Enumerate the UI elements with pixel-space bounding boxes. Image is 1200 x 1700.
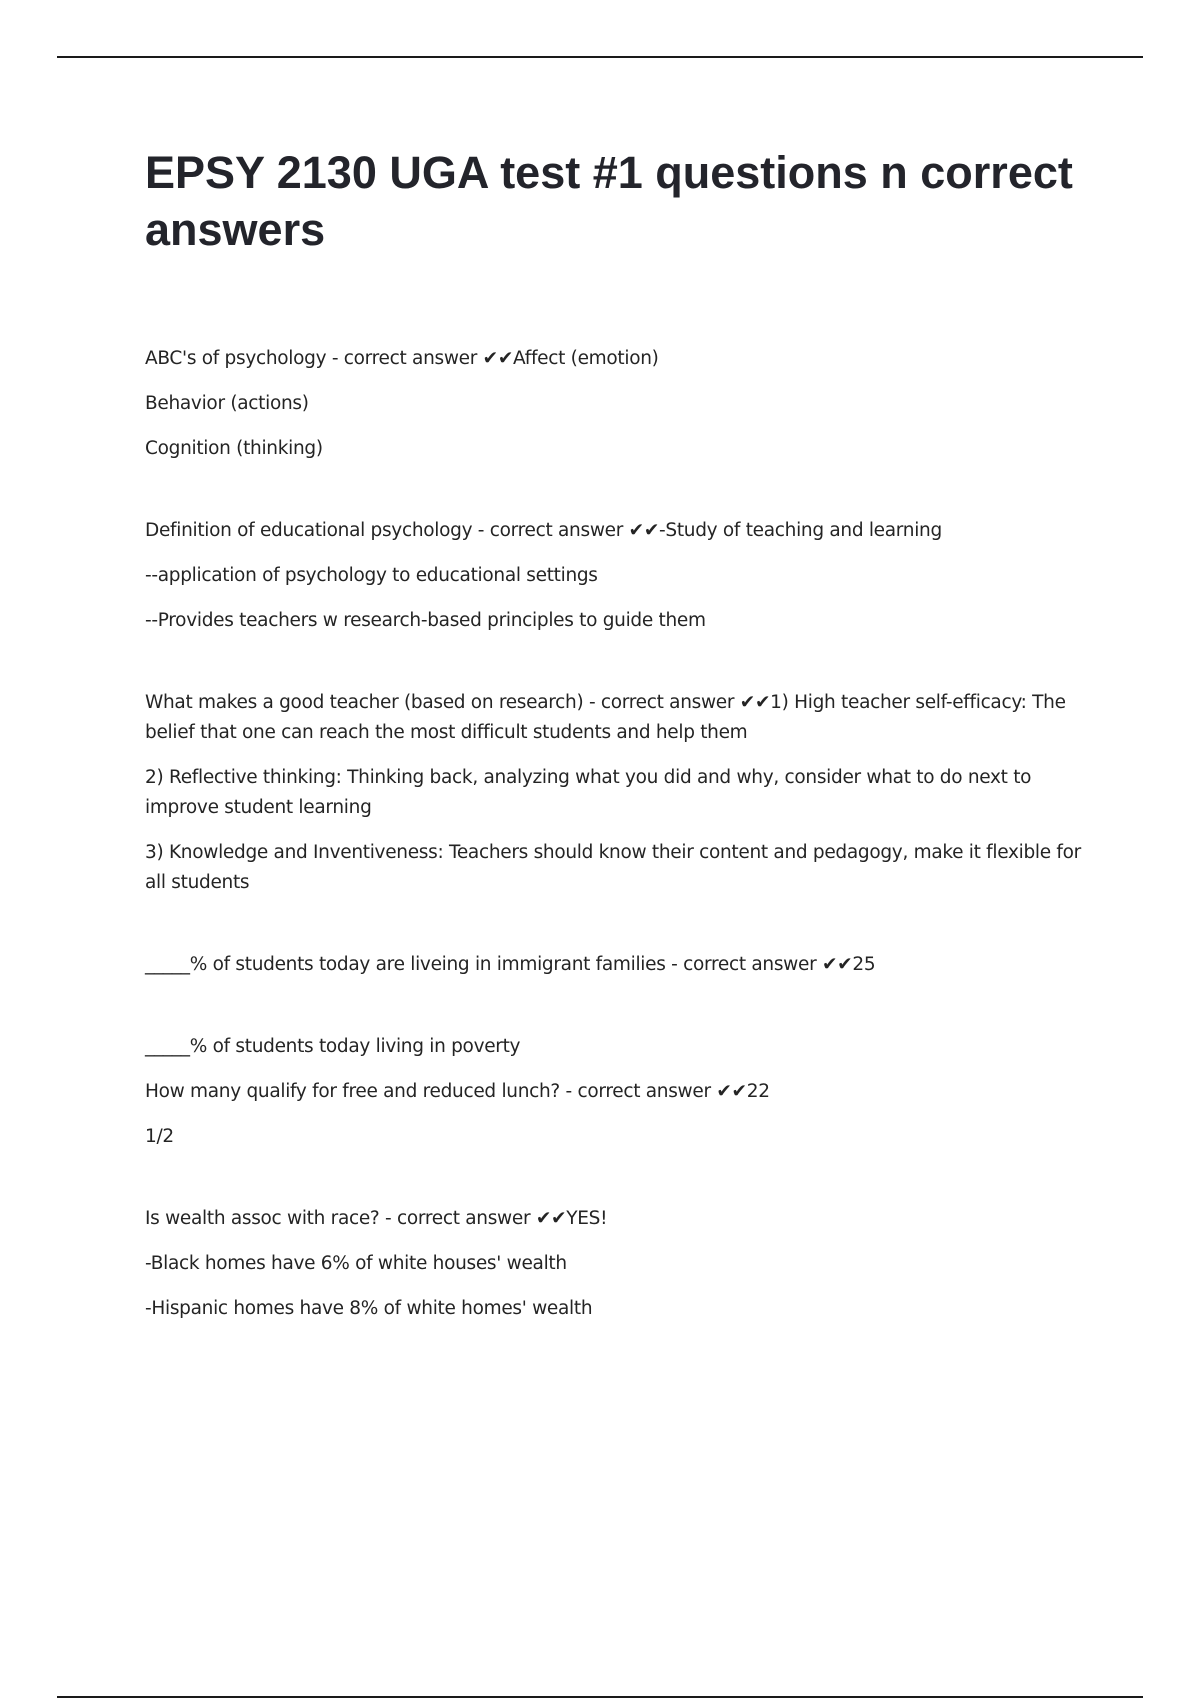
qa-line: Definition of educational psychology - correct answer ✔✔-Study of teaching and learning [145,520,942,541]
qa-entry-wealth-race [145,1204,1085,1324]
qa-line: ABC's of psychology - correct answer ✔✔Affect (emotion) [145,348,659,369]
qa-line: Cognition (thinking) [145,438,323,459]
qa-entry-poverty [145,1032,1085,1152]
qa-line: _____% of students today are liveing in immigrant families - correct answer ✔✔25 [145,954,876,975]
qa-line: --Provides teachers w research-based principles to guide them [145,610,706,631]
qa-line: 3) Knowledge and Inventiveness: Teachers should know their content and pedagogy, make it flexible for all students [145,842,1081,893]
qa-line: -Hispanic homes have 8% of white homes' wealth [145,1298,593,1319]
top-rule [57,56,1143,58]
qa-list [145,344,1085,1376]
qa-line: What makes a good teacher (based on research) - correct answer ✔✔1) High teacher self-efficacy: The belief that one can reach the most difficult students and help them [145,692,1066,743]
qa-line: Behavior (actions) [145,393,309,414]
document-title: EPSY 2130 UGA test #1 questions n correct answers [145,147,1073,255]
qa-entry-abcs [145,344,1085,464]
qa-entry-immigrant [145,950,1085,980]
qa-line: How many qualify for free and reduced lunch? - correct answer ✔✔22 [145,1081,770,1102]
qa-entry-good-teacher [145,688,1085,898]
qa-line: 2) Reflective thinking: Thinking back, analyzing what you did and why, consider what to do next to improve student learning [145,767,1032,818]
qa-line: _____% of students today living in poverty [145,1036,521,1057]
bottom-rule [57,1696,1143,1698]
qa-line: Is wealth assoc with race? - correct answer ✔✔YES! [145,1208,608,1229]
qa-line: --application of psychology to educational settings [145,565,598,586]
qa-line: -Black homes have 6% of white houses' wealth [145,1253,567,1274]
qa-entry-definition [145,516,1085,636]
qa-line: 1/2 [145,1126,174,1147]
